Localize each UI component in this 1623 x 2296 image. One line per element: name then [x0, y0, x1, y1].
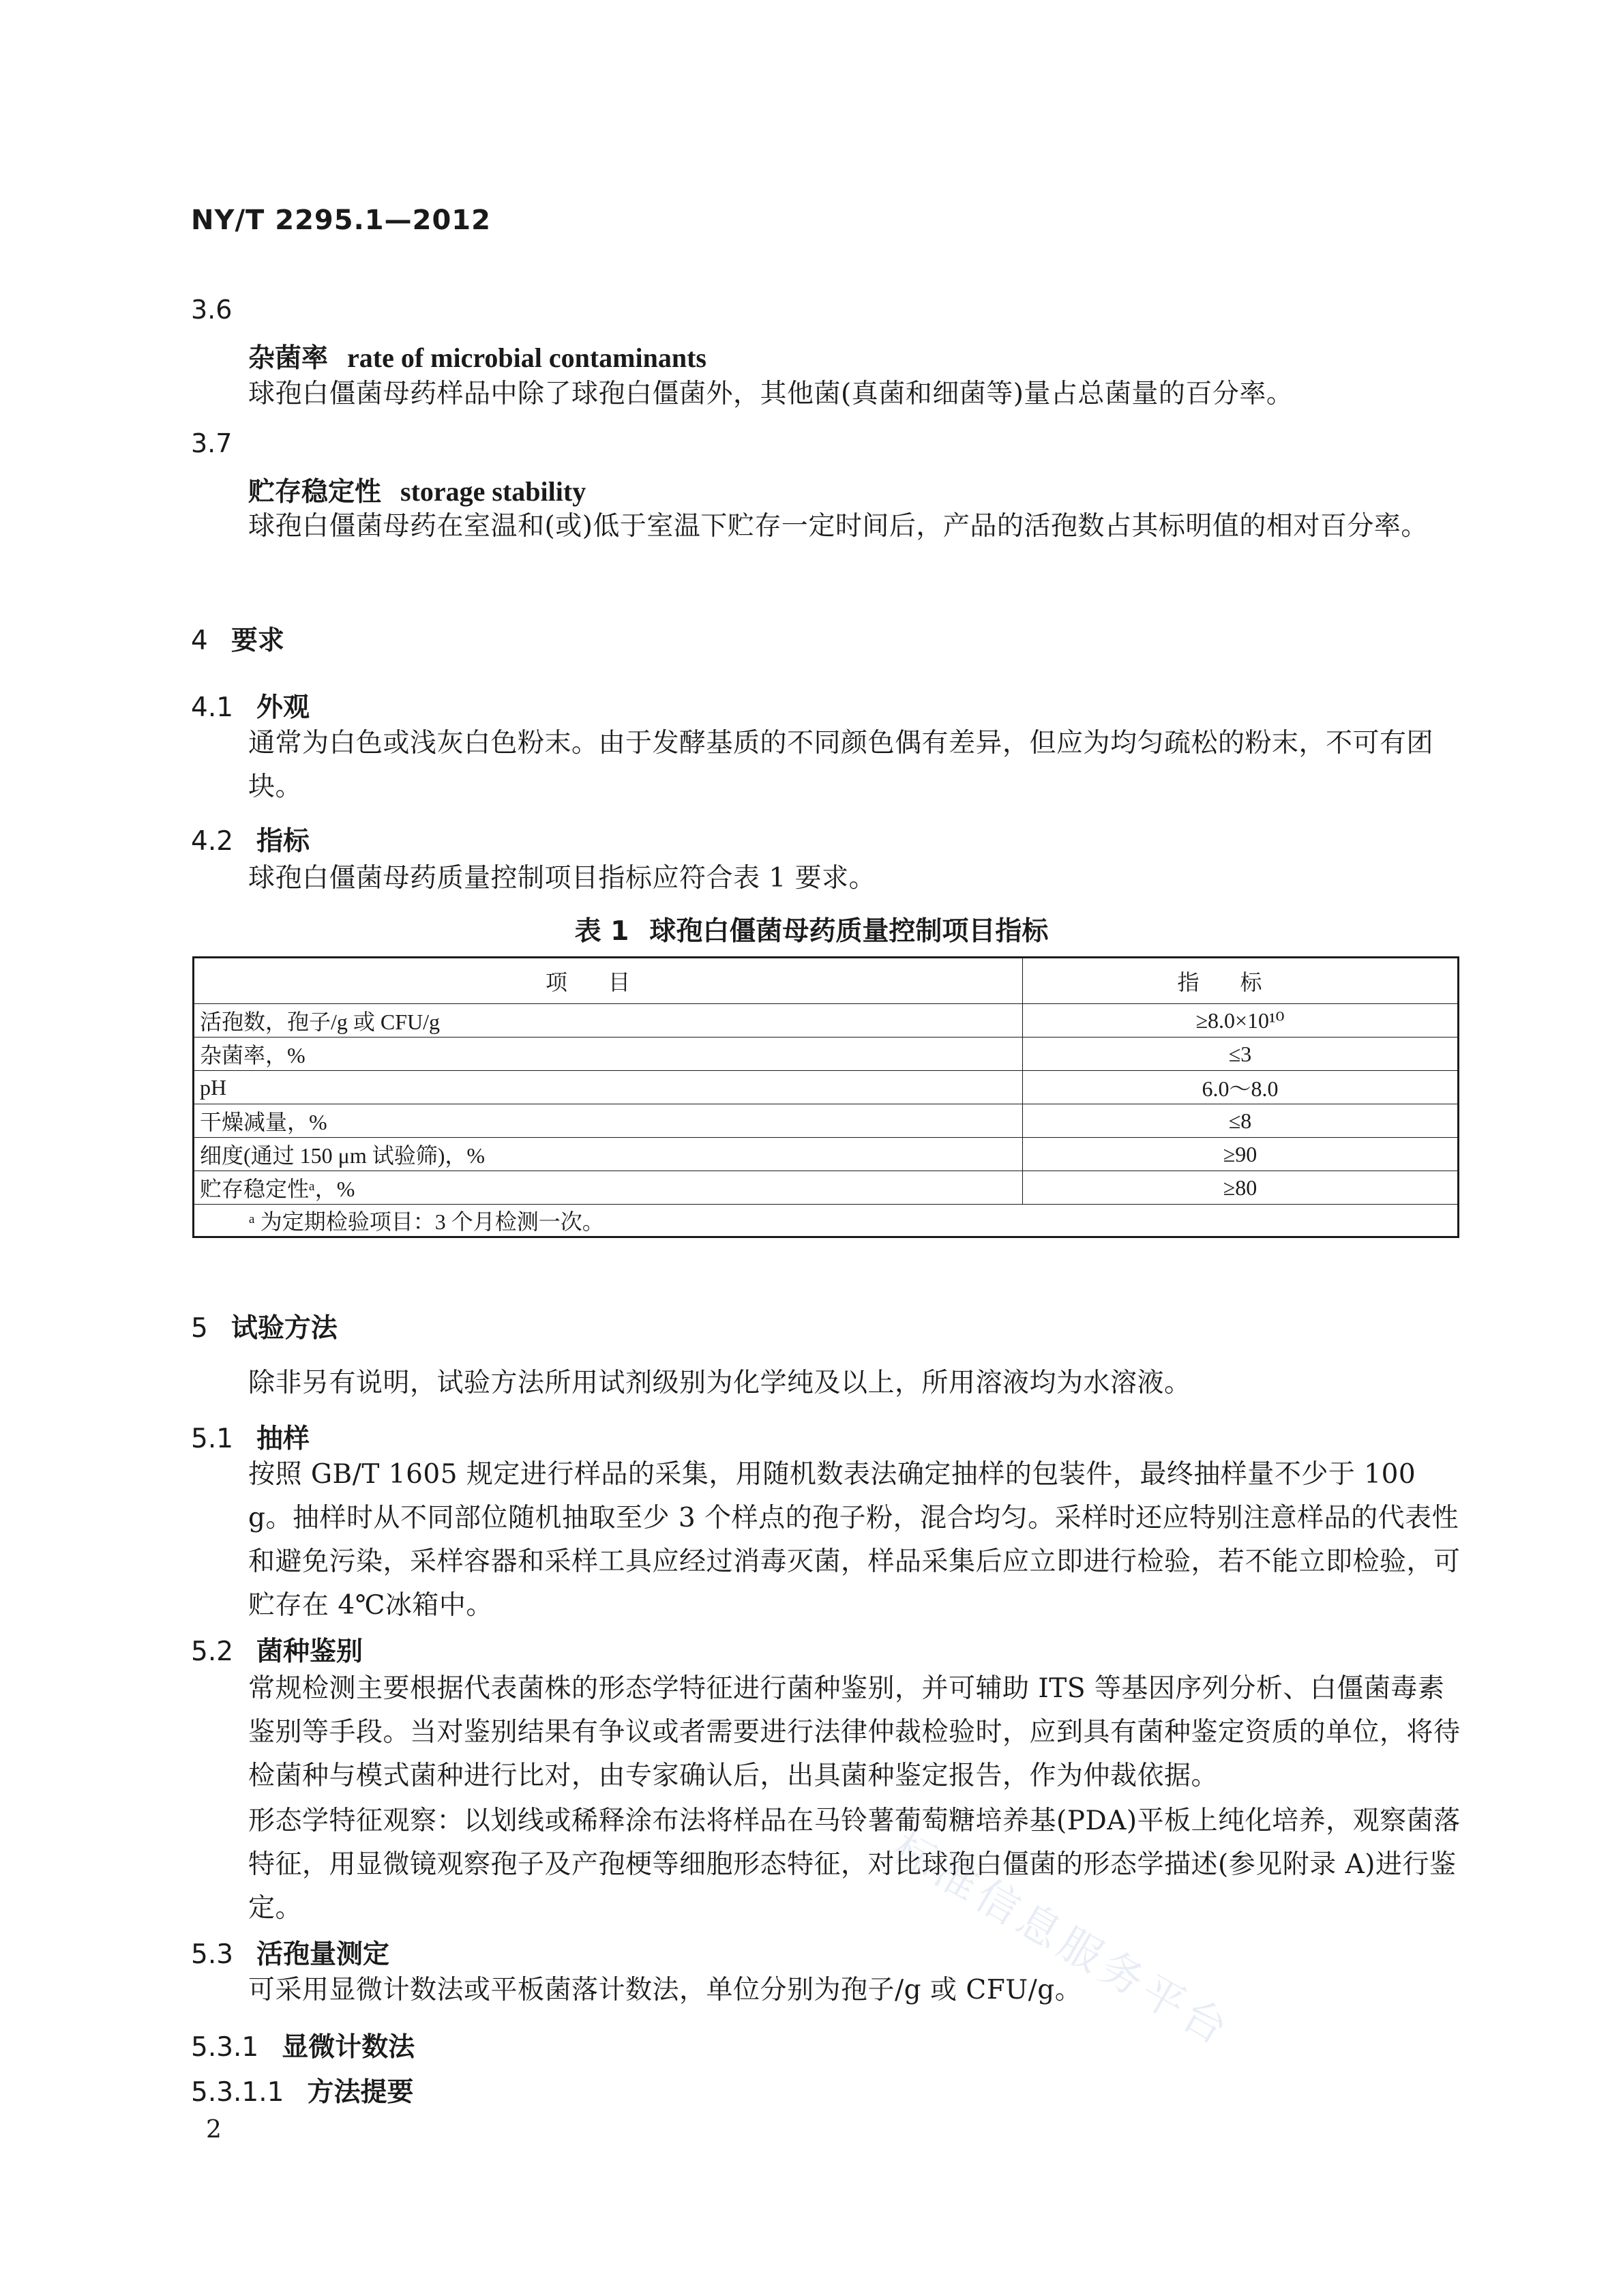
term-cn: 杂菌率 [248, 343, 329, 374]
term-en: rate of microbial contaminants [347, 342, 706, 373]
table-row [194, 1004, 1459, 1037]
row-value: 6.0～8.0 [1022, 1071, 1458, 1104]
row-value: ≥90 [1022, 1138, 1458, 1171]
table-header-row [194, 958, 1459, 1004]
row-item: 细度(通过 150 μm 试验筛)，% [194, 1138, 1023, 1171]
row-item: 杂菌率，% [194, 1037, 1023, 1071]
column-header-item: 项目 [194, 958, 1023, 1004]
column-header-value: 指标 [1022, 958, 1458, 1004]
term-3-6 [248, 337, 706, 375]
section-3-7-number: 3.7 [191, 428, 233, 458]
term-en: storage stability [400, 476, 586, 507]
document-code-header: NY/T 2295.1—2012 [191, 205, 491, 236]
table-footnote-row [194, 1205, 1459, 1237]
section-4-1-text: 通常为白色或浅灰白色粉末。由于发酵基质的不同颜色偶有差异，但应为均匀疏松的粉末，不可有团块。 [248, 728, 1434, 802]
section-5-3-heading: 5.3 活孢量测定 [191, 1939, 390, 1970]
section-4-1-heading: 4.1 外观 [191, 692, 310, 723]
table-row [194, 1037, 1459, 1071]
table-row [194, 1071, 1459, 1104]
quality-requirements-table [192, 956, 1459, 1238]
row-value: ≥8.0×10¹⁰ [1022, 1004, 1458, 1037]
section-5-1-text: 按照 GB/T 1605 规定进行样品的采集，用随机数表法确定抽样的包装件，最终抽样量不少于 100 g。抽样时从不同部位随机抽取至少 3 个样点的孢子粉，混合均匀。采样时还应特别注意样品的代表性和避免污染，采样容器和采样工具应经过消毒灭菌，样品采集后应立即进行检验，若不能立即检验，可贮存在 4℃冰箱中。 [248, 1459, 1461, 1621]
section-5-2-text-2: 形态学特征观察：以划线或稀释涂布法将样品在马铃薯葡萄糖培养基(PDA)平板上纯化培养，观察菌落特征，用显微镜观察孢子及产孢梗等细胞形态特征，对比球孢白僵菌的形态学描述(参见附录 A)进行鉴定。 [248, 1806, 1461, 1924]
section-4-2-text: 球孢白僵菌母药质量控制项目指标应符合表 1 要求。 [248, 863, 876, 894]
term-cn: 贮存稳定性 [248, 477, 382, 507]
section-5-2-text-1: 常规检测主要根据代表菌株的形态学特征进行菌种鉴别，并可辅助 ITS 等基因序列分析、白僵菌毒素鉴别等手段。当对鉴别结果有争议或者需要进行法律仲裁检验时，应到具有菌种鉴定资质的单位，将待检菌种与模式菌种进行比对，由专家确认后，出具菌种鉴定报告，作为仲裁依据。 [248, 1673, 1461, 1791]
definition-3-7: 球孢白僵菌母药在室温和(或)低于室温下贮存一定时间后，产品的活孢数占其标明值的相对百分率。 [248, 511, 1428, 542]
row-item: 活孢数，孢子/g 或 CFU/g [194, 1004, 1023, 1037]
section-5-heading: 5 试验方法 [191, 1313, 338, 1344]
section-4-heading: 4 要求 [191, 625, 284, 656]
section-5-text: 除非另有说明，试验方法所用试剂级别为化学纯及以上，所用溶液均为水溶液。 [248, 1368, 1191, 1398]
row-item: 干燥减量，% [194, 1104, 1023, 1138]
section-5-3-1-heading: 5.3.1 显微计数法 [191, 2032, 415, 2063]
table-row [194, 1171, 1459, 1205]
table-footnote: ᵃ 为定期检验项目：3 个月检测一次。 [194, 1205, 1459, 1237]
section-5-2-heading: 5.2 菌种鉴别 [191, 1636, 363, 1667]
row-value: ≤3 [1022, 1037, 1458, 1071]
term-3-7 [248, 471, 586, 509]
definition-3-6: 球孢白僵菌母药样品中除了球孢白僵菌外，其他菌(真菌和细菌等)量占总菌量的百分率。 [248, 379, 1294, 409]
row-item: 贮存稳定性ᵃ，% [194, 1171, 1023, 1205]
row-item: pH [194, 1071, 1023, 1104]
row-value: ≤8 [1022, 1104, 1458, 1138]
row-value: ≥80 [1022, 1171, 1458, 1205]
section-5-1-heading: 5.1 抽样 [191, 1424, 310, 1454]
watermark-text: 标准信息服务平台 [884, 1822, 1240, 2057]
section-3-6-number: 3.6 [191, 295, 233, 325]
section-5-3-1-1-heading: 5.3.1.1 方法提要 [191, 2077, 414, 2108]
table-1-caption: 表 1 球孢白僵菌母药质量控制项目指标 [574, 916, 1049, 947]
page-number: 2 [206, 2116, 222, 2144]
table-row [194, 1104, 1459, 1138]
section-5-3-text: 可采用显微计数法或平板菌落计数法，单位分别为孢子/g 或 CFU/g。 [248, 1975, 1082, 2005]
section-4-2-heading: 4.2 指标 [191, 826, 310, 857]
table-row [194, 1138, 1459, 1171]
